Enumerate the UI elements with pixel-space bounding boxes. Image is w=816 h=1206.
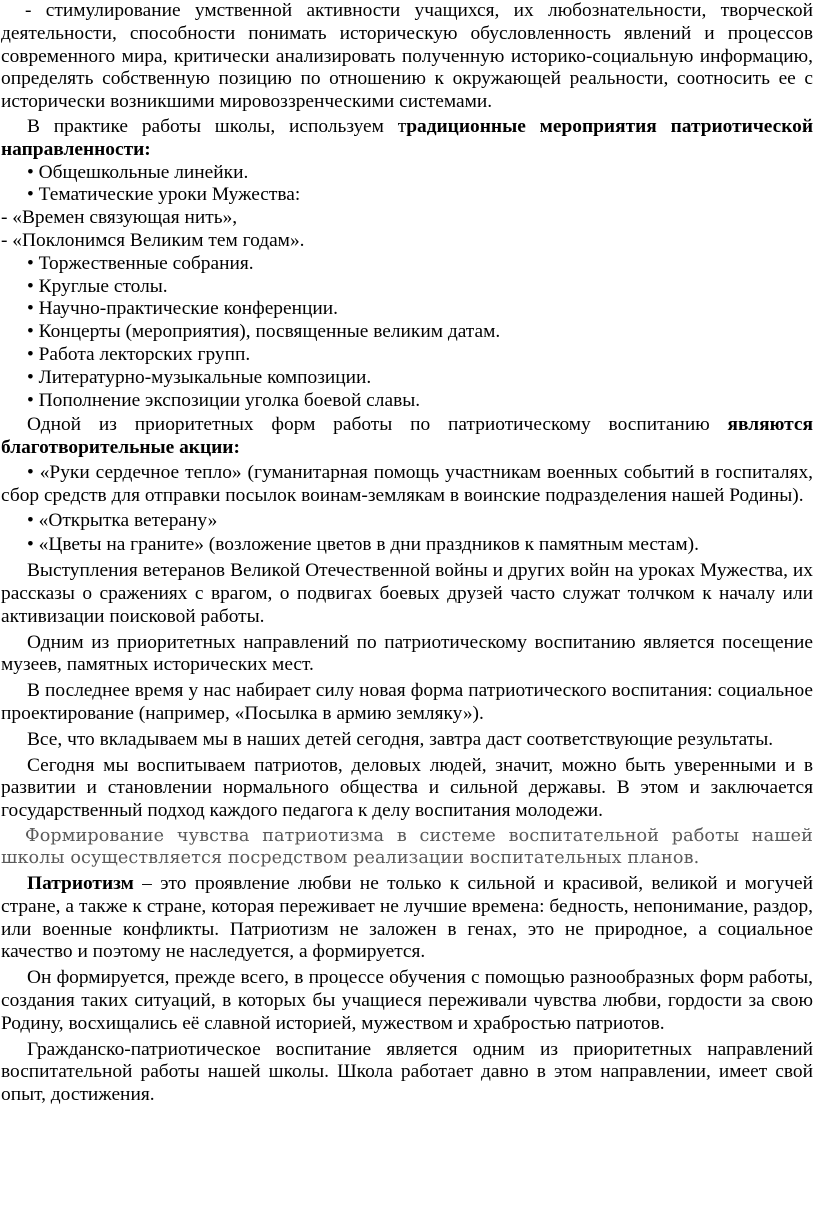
traditional-lead-plain: В практике работы школы, используем т bbox=[27, 115, 407, 137]
list-item: • Работа лекторских групп. bbox=[27, 343, 251, 365]
charity-list bbox=[1, 462, 813, 557]
list-item: • Литературно-музыкальные композиции. bbox=[27, 366, 372, 388]
list-item: • «Руки сердечное тепло» (гуманитарная помощь участникам военных событий в госпиталях, сбор средств для отправки посылок воинам-землякам в воинские подразделения нашей Родины). bbox=[1, 461, 813, 506]
patriotism-paragraph bbox=[1, 873, 813, 964]
veterans-paragraph: Выступления ветеранов Великой Отечественной войны и других войн на уроках Мужества, их рассказы о сражениях с врагом, о подвигах боевых друзей часто служат толчком к началу или активизации поисковой работы. bbox=[1, 560, 813, 627]
list-item: • Пополнение экспозиции уголка боевой славы. bbox=[27, 389, 421, 411]
patriotism-term: Патриотизм bbox=[27, 873, 134, 895]
intro-paragraph: - стимулирование умственной активности учащихся, их любознательности, творческой деятельности, способности понимать историческую обусловленность явлений и процессов современного мира, критически анализировать полученную историко-социальную информацию, определять собственную позицию по отношению к окружающей реальности, соотносить ее с исторически возникшими мировоззренческими системами. bbox=[1, 0, 813, 113]
charity-lead bbox=[1, 414, 813, 460]
museums-paragraph: Одним из приоритетных направлений по патриотическому воспитанию является посещение музеев, памятных исторических мест. bbox=[1, 631, 813, 676]
today-paragraph: Сегодня мы воспитываем патриотов, деловых людей, значит, можно быть уверенными и в развитии и становлении нормального общества и сильной державы. В этом и заключается государственный подход каждого педагога к делу воспитания молодежи. bbox=[1, 754, 813, 822]
list-item: • Тематические уроки Мужества: bbox=[27, 184, 301, 206]
list-item: • Научно-практические конференции. bbox=[27, 298, 338, 320]
list-item: • «Открытка ветерану» bbox=[27, 509, 218, 531]
list-item: • Общешкольные линейки. bbox=[27, 161, 249, 183]
list-item: - «Поклонимся Великим тем годам». bbox=[1, 229, 305, 251]
traditional-events-list bbox=[1, 162, 813, 413]
list-item: • Торжественные собрания. bbox=[27, 252, 254, 274]
charity-lead-bold: являются благотворительные акции: bbox=[1, 414, 813, 459]
traditional-events-lead bbox=[1, 116, 813, 162]
civic-paragraph: Гражданско-патриотическое воспитание является одним из приоритетных направлений воспитательной работы нашей школы. Школа работает давно в этом направлении, имеет свой опыт, достижения. bbox=[1, 1038, 813, 1106]
list-item: • Круглые столы. bbox=[27, 275, 168, 297]
forms-paragraph: Он формируется, прежде всего, в процессе обучения с помощью разнообразных форм работы, создания таких ситуаций, в которых бы учащиеся переживали чувства любви, гордости за свою Родину, восхищались её славной историей, мужеством и храбростью патриотов. bbox=[1, 967, 813, 1034]
list-item: - «Времен связующая нить», bbox=[1, 207, 238, 229]
patriotism-definition: – это проявление любви не только к сильной и красивой, великой и могучей стране, а также к стране, которая переживает не лучшие времена: бедность, непонимание, раздор, или военные конфликты. Патриотизм не заложен в генах, это не природное, а социальное качество и поэтому не наследуется, а формируется. bbox=[1, 873, 813, 963]
formation-paragraph: Формирование чувства патриотизма в системе воспитательной работы нашей школы осуществляется посредством реализации воспитательных планов. bbox=[1, 825, 813, 869]
projects-paragraph: В последнее время у нас набирает силу новая форма патриотического воспитания: социальное проектирование (например, «Посылка в армию земляку»). bbox=[1, 680, 813, 724]
list-item: • Концерты (мероприятия), посвященные великим датам. bbox=[27, 321, 501, 343]
charity-lead-plain: Одной из приоритетных форм работы по патриотическому воспитанию bbox=[27, 414, 728, 436]
results-paragraph: Все, что вкладываем мы в наших детей сегодня, завтра даст соответствующие результаты. bbox=[27, 728, 774, 750]
list-item: • «Цветы на граните» (возложение цветов в дни праздников к памятным местам). bbox=[27, 534, 699, 556]
traditional-lead-bold: радиционные мероприятия патриотической направленности: bbox=[1, 115, 813, 160]
